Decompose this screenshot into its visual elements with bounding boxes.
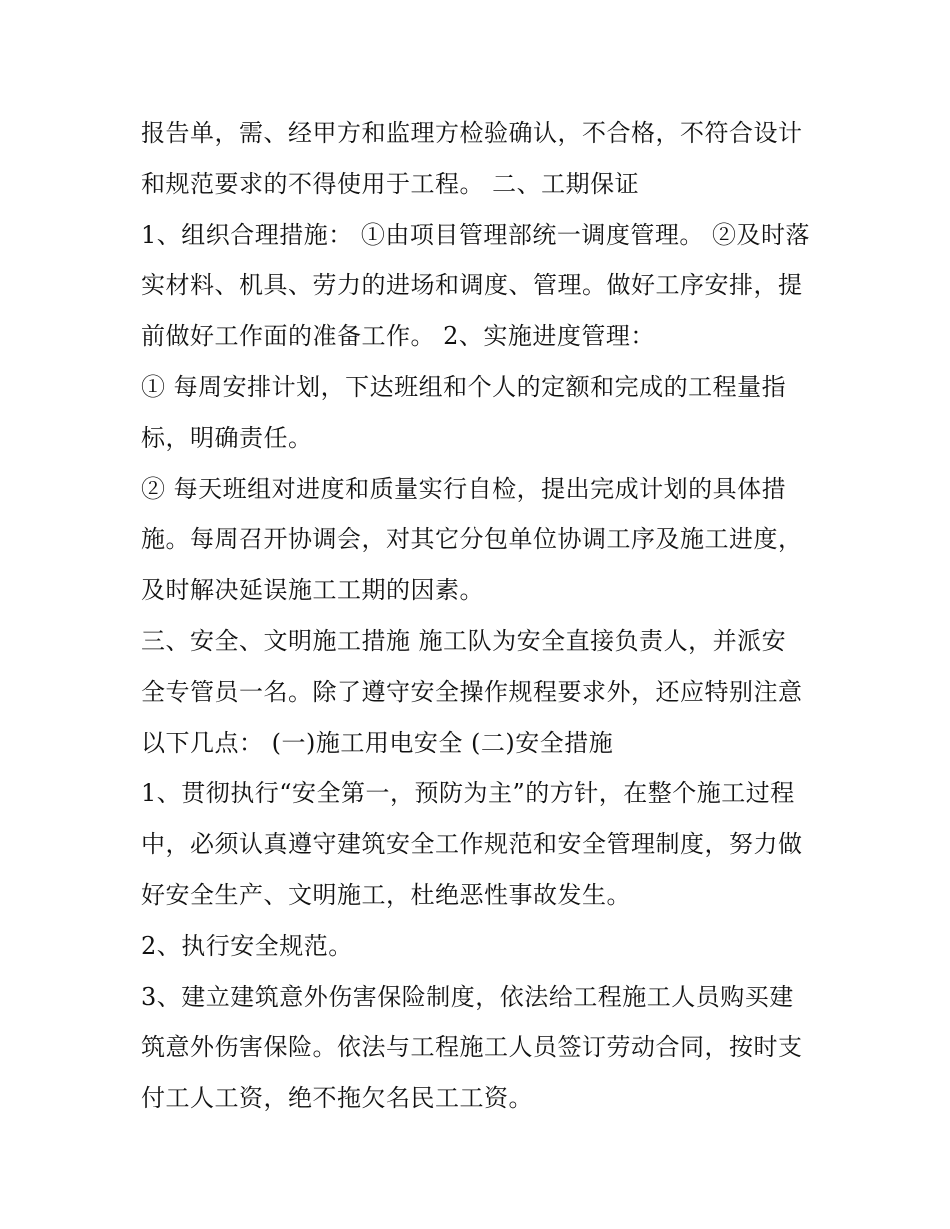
text-line: 付工人工资，绝不拖欠名民工工资。 xyxy=(141,1084,533,1113)
document-body xyxy=(141,108,821,1124)
text-line: 1、组织合理措施： ①由项目管理部统一调度管理。 ②及时落 xyxy=(141,220,811,249)
text-line: 报告单，需、经甲方和监理方检验确认，不合格，不符合设计 xyxy=(141,119,803,147)
text-line: ① 每周安排计划，下达班组和个人的定额和完成的工程量指 xyxy=(141,372,787,401)
text-line: 标，明确责任。 xyxy=(141,423,313,452)
text-line: 好安全生产、文明施工，杜绝恶性事故发生。 xyxy=(141,880,631,909)
text-line: ② 每天班组对进度和质量实行自检，提出完成计划的具体措 xyxy=(141,474,787,503)
text-line: 和规范要求的不得使用于工程。 二、工期保证 xyxy=(141,169,640,198)
text-line: 前做好工作面的准备工作。 2、实施进度管理： xyxy=(141,322,655,351)
text-line: 全专管员一名。除了遵守安全操作规程要求外，还应特别注意 xyxy=(141,677,803,706)
text-line: 2、执行安全规范。 xyxy=(141,931,353,960)
text-line: 施。每周召开协调会，对其它分包单位协调工序及施工进度， xyxy=(141,525,803,554)
text-line: 筑意外伤害保险。依法与工程施工人员签订劳动合同，按时支 xyxy=(141,1033,803,1062)
text-line: 3、建立建筑意外伤害保险制度，依法给工程施工人员购买建 xyxy=(141,982,794,1011)
text-line: 以下几点： (一)施工用电安全 (二)安全措施 xyxy=(141,728,614,757)
text-line: 中，必须认真遵守建筑安全工作规范和安全管理制度，努力做 xyxy=(141,830,803,859)
text-line: 实材料、机具、劳力的进场和调度、管理。做好工序安排，提 xyxy=(141,271,803,300)
text-line: 三、安全、文明施工措施 施工队为安全直接负责人，并派安 xyxy=(141,626,787,655)
text-line: 及时解决延误施工工期的因素。 xyxy=(141,576,484,605)
text-line: 1、贯彻执行“安全第一，预防为主”的方针，在整个施工过程 xyxy=(141,779,795,808)
